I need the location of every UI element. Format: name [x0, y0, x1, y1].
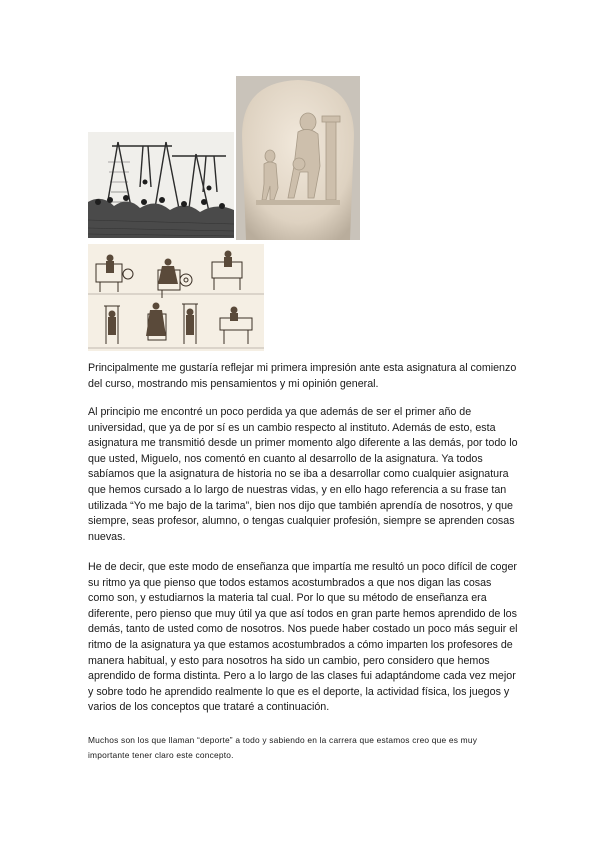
engraving-gymnastic-apparatus-icon: [88, 132, 234, 238]
teaching-method-paragraph: He de decir, que este modo de enseñanza que impartía me resultó un poco difícil de coger su ritmo ya que pienso que todos estamos acostumbrados a que nos digan las cosas como son, y estudiarnos la materia tal cual. Por lo que su método de enseñanza era diferente, pero pienso que muy útil ya que así todos en gran parte hemos aprendido de los demás, tanto de usted como de nosotros. Nos puede haber costado un poco más seguir el ritmo de la asignatura ya que estamos acostumbrados a cómo imparten los profesores de manera habitual, y esto para nosotros ha sido un cambio, pero considero que hemos aprendido de forma distinta. Pero a lo largo de las clases fui adaptándome cada vez mejor y sobre todo he aprendido realmente lo que es el deporte, la actividad física, los juegos y varios de los conceptos que trataré a continuación.: [88, 561, 518, 714]
stone-relief-image: [236, 76, 360, 240]
intro-paragraph: Principalmente me gustaría reflejar mi primera impresión ante esta asignatura al comienzo del curso, mostrando mis pensamientos y mi opinión general.: [88, 362, 517, 390]
first-impression-paragraph: Al principio me encontré un poco perdida ya que además de ser el primer año de universidad, que ya de por sí es un cambio respecto al instituto. Además de esto, esta asignatura me transmitió desde un primer momento algo diferente a las demás, por todo lo que usted, Miguelo, nos comentó en cuanto al desarrollo de la asignatura. Ya todos sabíamos que la asignatura de historia no se iba a desarrollar como cualquier asignatura que hemos cursado a lo largo de nuestras vidas, y en ello hago referencia a su frase tan utilizada “Yo me bajo de la tarima”, bien nos dijo que también aprendía de nosotros, y que siempre, seas profesor, alumno, o tengas cualquier profesión, siempre se aprenden cosas nuevas.: [88, 406, 518, 543]
gymnastics-engraving-image: [88, 132, 234, 238]
vintage-exercise-machines-engraving-icon: [88, 244, 264, 351]
ancient-stone-relief-ballplayer-icon: [236, 76, 360, 240]
exercise-machines-engraving-image: [88, 244, 264, 351]
sport-concept-paragraph: Muchos son los que llaman “deporte” a todo y sabiendo en la carrera que estamos creo que es muy importante tener claro este concepto.: [88, 735, 478, 760]
